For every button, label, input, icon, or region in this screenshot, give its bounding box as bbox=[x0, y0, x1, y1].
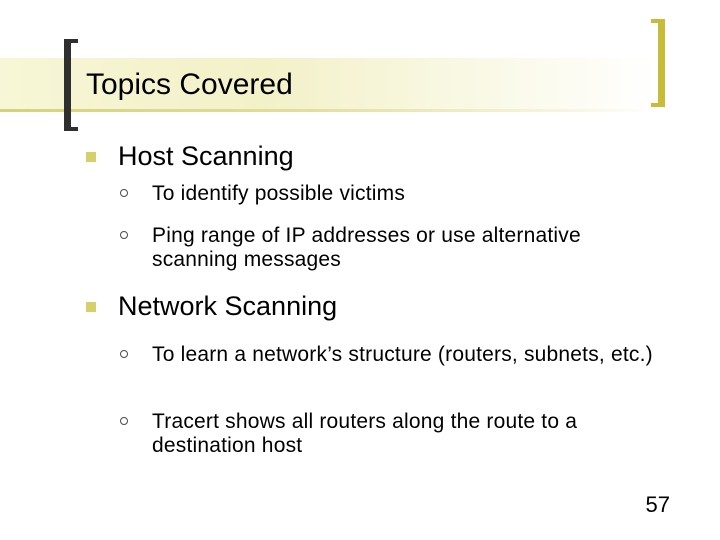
sub-bullet-text: To identify possible victims bbox=[152, 182, 406, 205]
bullet-text: Network Scanning bbox=[118, 291, 338, 321]
bullet-text: Host Scanning bbox=[118, 141, 294, 171]
circle-bullet-icon bbox=[120, 189, 128, 197]
circle-bullet-icon bbox=[120, 231, 128, 239]
sub-bullet-text: Tracert shows all routers along the route to a destination host bbox=[152, 410, 578, 457]
square-bullet-icon bbox=[86, 302, 96, 312]
slide-title: Topics Covered bbox=[86, 68, 293, 101]
sub-bullet-text: To learn a network’s structure (routers, subnets, etc.) bbox=[152, 343, 653, 366]
circle-bullet-icon bbox=[120, 350, 128, 358]
sub-bullet-text: Ping range of IP addresses or use alternative scanning messages bbox=[152, 224, 581, 271]
circle-bullet-icon bbox=[120, 417, 128, 425]
page-number: 57 bbox=[645, 492, 670, 517]
square-bullet-icon bbox=[86, 152, 96, 162]
